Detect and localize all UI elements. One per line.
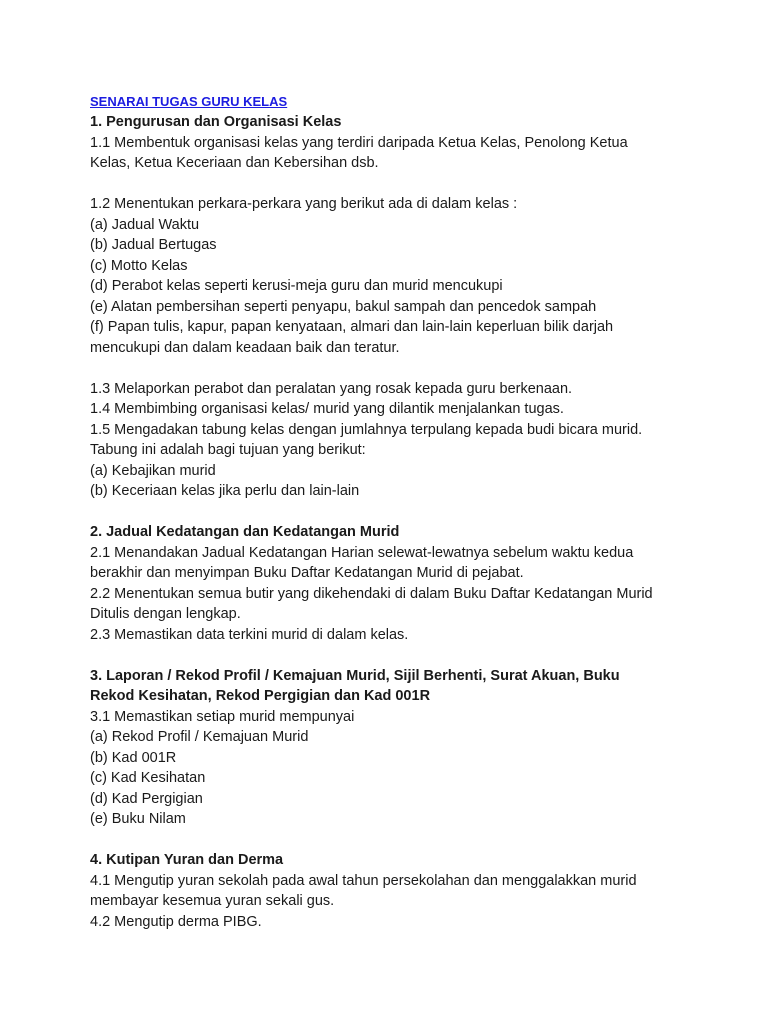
text-line: (a) Kebajikan murid xyxy=(90,462,216,479)
text-line: 4.2 Mengutip derma PIBG. xyxy=(90,913,262,930)
text-line: (c) Kad Kesihatan xyxy=(90,770,206,786)
text-line: (a) Jadual Waktu xyxy=(90,216,200,233)
section-heading: 1. Pengurusan dan Organisasi Kelas xyxy=(90,114,342,130)
text-line: (e) Alatan pembersihan seperti penyapu, bakul sampah dan pencedok sampah xyxy=(90,298,597,315)
document-body xyxy=(90,92,730,932)
section-heading: 3. Laporan / Rekod Profil / Kemajuan Murid, Sijil Berhenti, Surat Akuan, Buku xyxy=(90,667,620,684)
text-line: (a) Rekod Profil / Kemajuan Murid xyxy=(90,729,309,745)
text-line: (c) Motto Kelas xyxy=(90,257,188,274)
text-line: (f) Papan tulis, kapur, papan kenyataan, almari dan lain-lain keperluan bilik darjah xyxy=(90,319,614,335)
section-heading: 2. Jadual Kedatangan dan Kedatangan Murid xyxy=(90,524,400,540)
text-line: Kelas, Ketua Keceriaan dan Kebersihan dsb. xyxy=(90,155,379,171)
text-line: (b) Kad 001R xyxy=(90,749,177,766)
section-heading: Rekod Kesihatan, Rekod Pergigian dan Kad 001R xyxy=(90,688,431,704)
text-line: 1.5 Mengadakan tabung kelas dengan jumlahnya terpulang kepada budi bicara murid. xyxy=(90,421,643,438)
text-line: 1.2 Menentukan perkara-perkara yang berikut ada di dalam kelas : xyxy=(90,196,518,212)
paragraph-gap xyxy=(90,830,730,851)
paragraph-gap xyxy=(90,502,730,523)
text-line: Tabung ini adalah bagi tujuan yang berikut: xyxy=(90,442,366,458)
text-line: 2.3 Memastikan data terkini murid di dalam kelas. xyxy=(90,626,409,643)
text-line: 3.1 Memastikan setiap murid mempunyai xyxy=(90,708,355,725)
text-line: berakhir dan menyimpan Buku Daftar Kedatangan Murid di pejabat. xyxy=(90,565,524,581)
text-line: (d) Perabot kelas seperti kerusi-meja guru dan murid mencukupi xyxy=(90,278,503,294)
paragraph-gap xyxy=(90,174,730,195)
text-line: (d) Kad Pergigian xyxy=(90,790,203,807)
text-line: (b) Jadual Bertugas xyxy=(90,237,217,253)
text-line: Ditulis dengan lengkap. xyxy=(90,606,241,622)
text-line: 1.1 Membentuk organisasi kelas yang terdiri daripada Ketua Kelas, Penolong Ketua xyxy=(90,134,628,151)
text-line: 2.1 Menandakan Jadual Kedatangan Harian selewat-lewatnya sebelum waktu kedua xyxy=(90,544,634,561)
section-heading: 4. Kutipan Yuran dan Derma xyxy=(90,852,284,868)
document-title-link[interactable]: SENARAI TUGAS GURU KELAS xyxy=(90,94,288,109)
text-line: (b) Keceriaan kelas jika perlu dan lain-lain xyxy=(90,483,360,499)
text-line: (e) Buku Nilam xyxy=(90,811,186,827)
text-line: 2.2 Menentukan semua butir yang dikehendaki di dalam Buku Daftar Kedatangan Murid xyxy=(90,585,653,602)
text-line: mencukupi dan dalam keadaan baik dan teratur. xyxy=(90,339,400,356)
paragraph-gap xyxy=(90,358,730,379)
document-content xyxy=(90,112,730,932)
text-line: 1.3 Melaporkan perabot dan peralatan yang rosak kepada guru berkenaan. xyxy=(90,380,573,397)
text-line: membayar kesemua yuran sekali gus. xyxy=(90,893,335,909)
text-line: 1.4 Membimbing organisasi kelas/ murid yang dilantik menjalankan tugas. xyxy=(90,401,564,417)
text-line: 4.1 Mengutip yuran sekolah pada awal tahun persekolahan dan menggalakkan murid xyxy=(90,872,637,889)
paragraph-gap xyxy=(90,645,730,666)
